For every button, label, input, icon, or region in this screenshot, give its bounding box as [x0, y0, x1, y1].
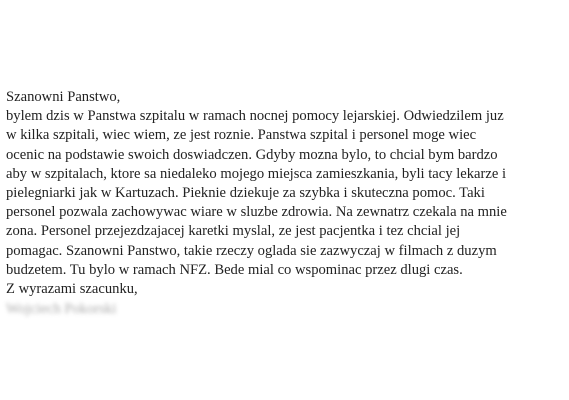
letter-line: bylem dzis w Panstwa szpitalu w ramach nocnej pomocy lejarskiej. Odwiedzilem juz: [6, 108, 504, 125]
letter-line: ocenic na podstawie swoich doswiadczen. Gdyby mozna bylo, to chcial bym bardzo: [6, 146, 498, 163]
letter-line: pomagac. Szanowni Panstwo, takie rzeczy oglada sie zazwyczaj w filmach z duzym: [6, 242, 497, 259]
letter-line: personel pozwala zachowywac wiare w sluzbe zdrowia. Na zewnatrz czekala na mnie: [6, 204, 507, 221]
letter-body: [6, 88, 566, 319]
letter-closing: Z wyrazami szacunku,: [6, 280, 138, 297]
letter-line: pielegniarki jak w Kartuzach. Pieknie dziekuje za szybka i skuteczna pomoc. Taki: [6, 184, 485, 201]
letter-line: zona. Personel przejezdzajacej karetki myslal, ze jest pacjentka i tez chcial jej: [6, 223, 461, 240]
blurred-signature: Wojciech Pokorski: [6, 301, 117, 318]
letter-line: aby w szpitalach, ktore sa niedaleko mojego miejsca zamieszkania, byli tacy lekarze i: [6, 165, 507, 182]
letter-line: w kilka szpitali, wiec wiem, ze jest roznie. Panstwa szpital i personel moge wiec: [6, 127, 477, 144]
letter-line: budzetem. Tu bylo w ramach NFZ. Bede mial co wspominac przez dlugi czas.: [6, 261, 463, 278]
letter-greeting: Szanowni Panstwo,: [6, 89, 121, 105]
